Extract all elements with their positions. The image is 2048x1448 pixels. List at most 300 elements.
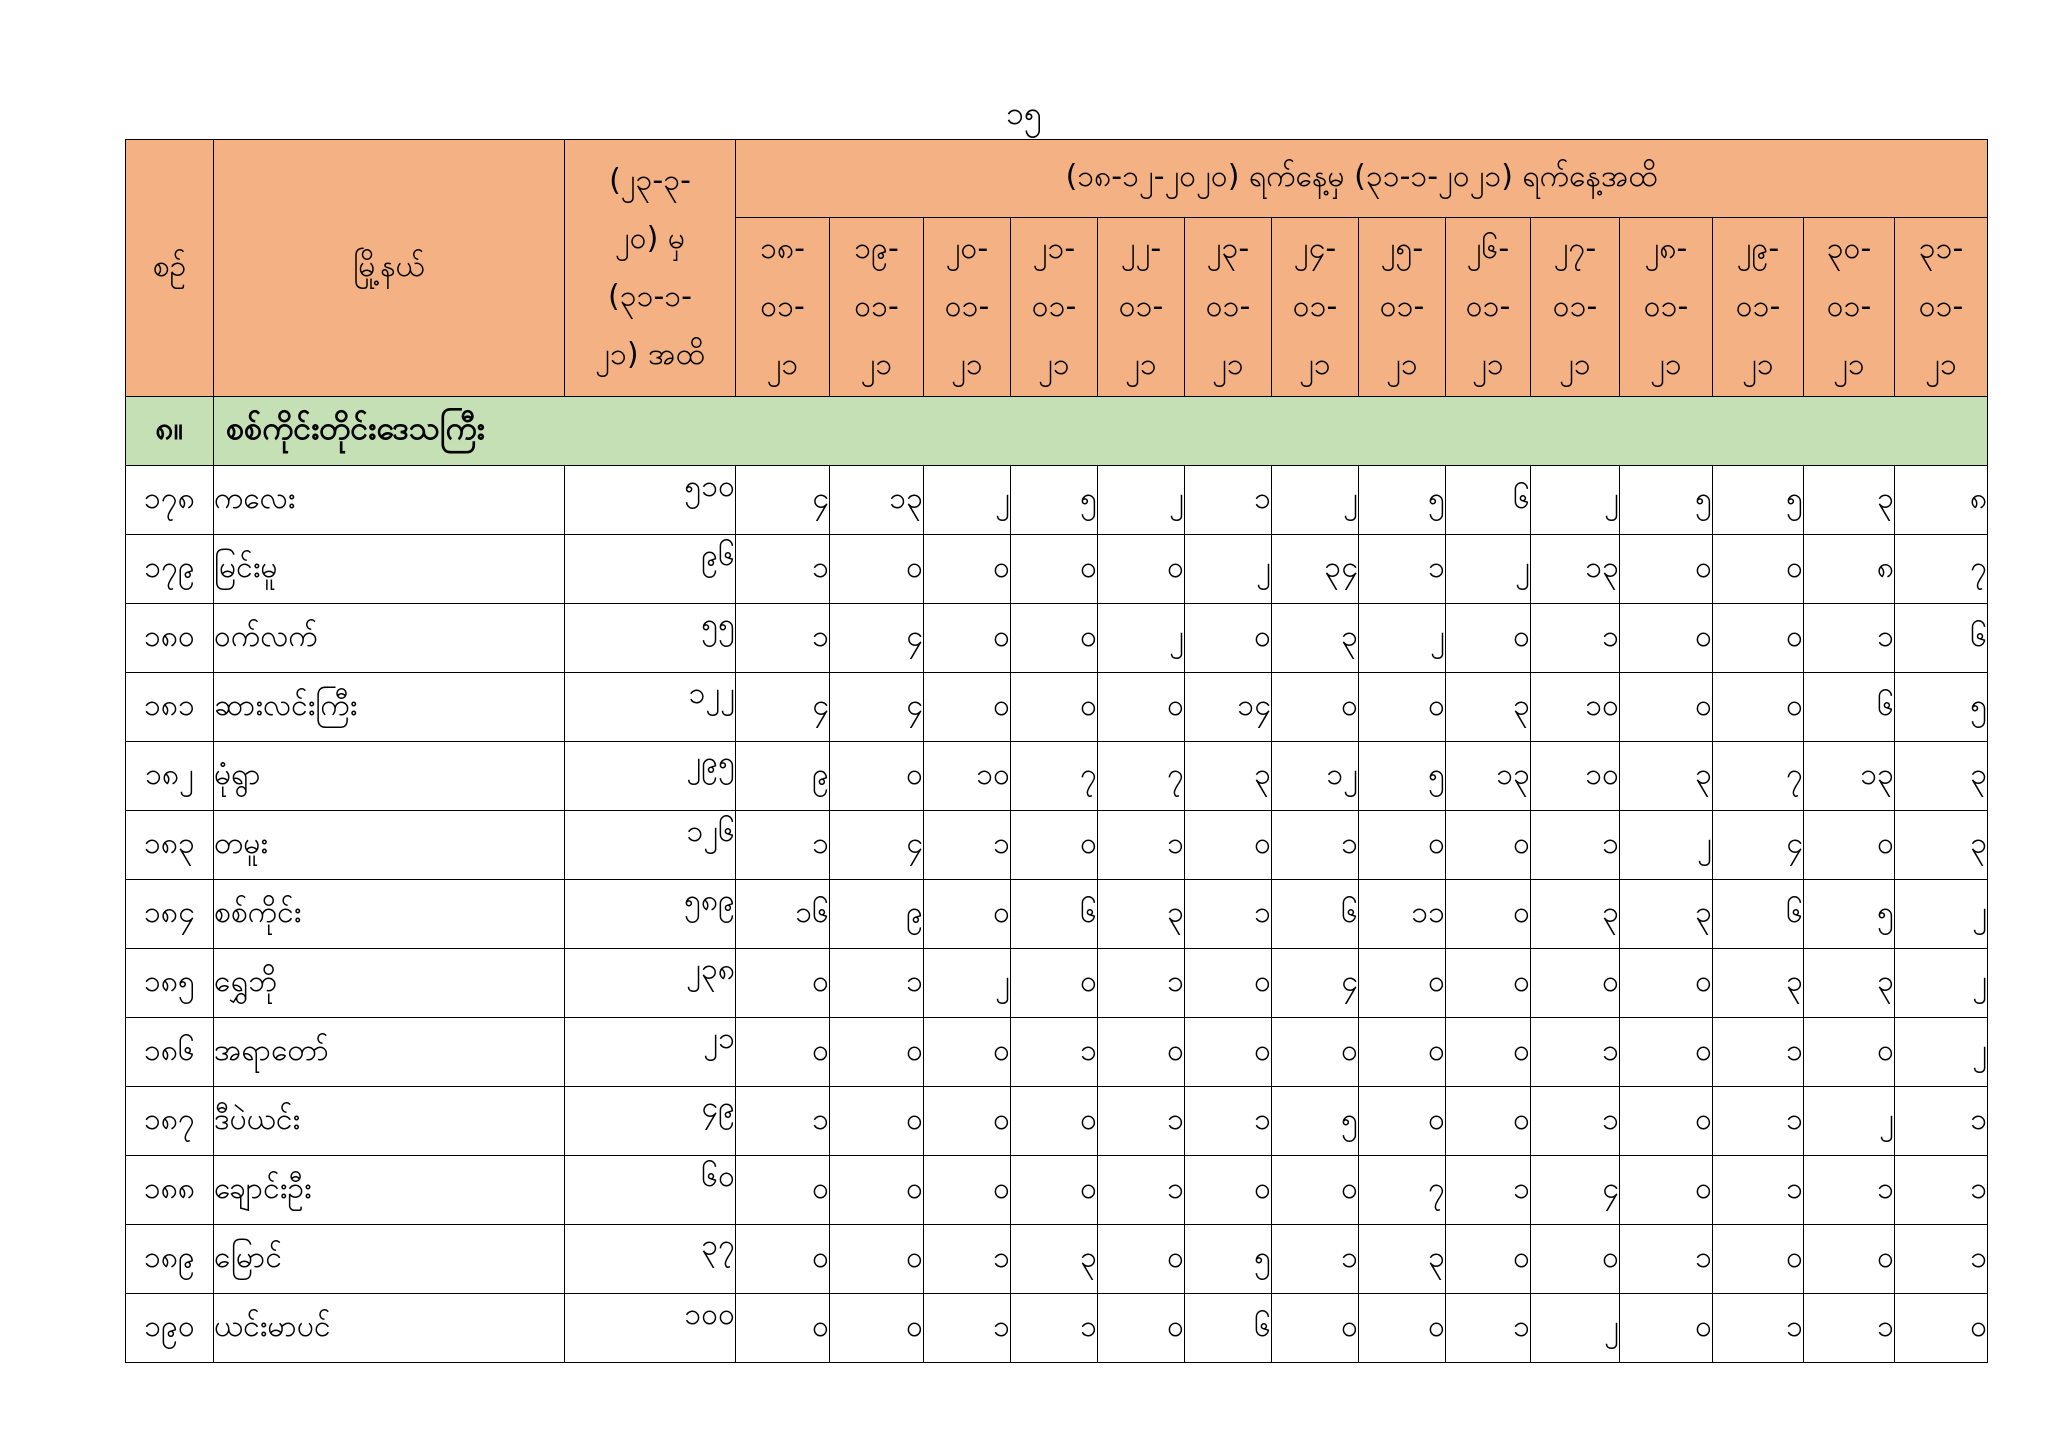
- total-cases: ၁၂၂: [565, 673, 736, 742]
- header-date-line: ၂၁: [951, 347, 983, 382]
- total-cases: ၁၂၆: [565, 811, 736, 880]
- row-number: ၁၈၆: [126, 1018, 214, 1087]
- daily-cases: ၁: [1895, 1225, 1988, 1294]
- daily-cases: ၅: [1185, 1225, 1272, 1294]
- daily-cases: ၁: [1185, 1087, 1272, 1156]
- daily-cases: ၅: [1359, 742, 1446, 811]
- daily-cases: ၁: [1713, 1018, 1804, 1087]
- daily-cases: ၀: [1011, 1087, 1098, 1156]
- daily-cases: ၄: [736, 466, 830, 535]
- total-cases: ၃၇: [565, 1225, 736, 1294]
- header-period: (၁၈-၁၂-၂၀၂၀) ရက်နေ့မှ (၃၁-၁-၂၀၂၁) ရက်နေ့အထိ: [736, 140, 1988, 218]
- daily-cases: ၁: [1098, 1156, 1185, 1225]
- daily-cases: ၂: [1895, 1018, 1988, 1087]
- daily-cases: ၆: [1272, 880, 1359, 949]
- daily-cases: ၆: [1713, 880, 1804, 949]
- daily-cases: ၂: [1446, 535, 1531, 604]
- header-date: [1446, 218, 1531, 397]
- daily-cases: ၁: [736, 535, 830, 604]
- daily-cases: ၁၁: [1359, 880, 1446, 949]
- table-row: [126, 880, 1988, 949]
- header-date: [736, 218, 830, 397]
- daily-cases: ၁၄: [1185, 673, 1272, 742]
- daily-cases: ၀: [736, 1225, 830, 1294]
- daily-cases: ၁: [1804, 1294, 1895, 1363]
- daily-cases: ၅: [1272, 1087, 1359, 1156]
- region-number: ၈။: [126, 397, 214, 466]
- township-name: မုံရွာ: [214, 742, 565, 811]
- header-date-line: ၂၁-: [1032, 231, 1076, 266]
- township-name: ဝက်လက်: [214, 604, 565, 673]
- total-cases: ၅၈၉: [565, 880, 736, 949]
- daily-cases: ၀: [1620, 949, 1713, 1018]
- daily-cases: ၂: [1804, 1087, 1895, 1156]
- township-name: မြောင်: [214, 1225, 565, 1294]
- header-total: [565, 140, 736, 397]
- daily-cases: ၅: [1620, 466, 1713, 535]
- daily-cases: ၀: [1620, 1156, 1713, 1225]
- header-date-line: ၂၁: [1212, 347, 1244, 382]
- daily-cases: ၁: [736, 811, 830, 880]
- township-name: ကလေး: [214, 466, 565, 535]
- header-date-line: ၂၈-: [1644, 231, 1688, 266]
- daily-cases: ၆: [1895, 604, 1988, 673]
- daily-cases: ၁: [1531, 811, 1620, 880]
- daily-cases: ၀: [736, 1294, 830, 1363]
- table-row: [126, 811, 1988, 880]
- region-name: စစ်ကိုင်းတိုင်းဒေသကြီး: [214, 397, 1988, 466]
- township-name: ရွှေဘို: [214, 949, 565, 1018]
- header-date: [830, 218, 924, 397]
- daily-cases: ၀: [1713, 1225, 1804, 1294]
- daily-cases: ၁၃: [1531, 535, 1620, 604]
- total-cases: ၉၆: [565, 535, 736, 604]
- row-number: ၁၇၈: [126, 466, 214, 535]
- daily-cases: ၇: [1098, 742, 1185, 811]
- header-date: [1620, 218, 1713, 397]
- row-number: ၁၈၃: [126, 811, 214, 880]
- daily-cases: ၀: [736, 1156, 830, 1225]
- header-date-line: ၂၁: [1038, 347, 1070, 382]
- daily-cases: ၁: [1895, 1156, 1988, 1225]
- daily-cases: ၃: [1011, 1225, 1098, 1294]
- daily-cases: ၀: [1620, 535, 1713, 604]
- header-date-line: ၀၁-: [1643, 289, 1689, 324]
- daily-cases: ၀: [1446, 811, 1531, 880]
- daily-cases: ၀: [1531, 949, 1620, 1018]
- header-date-line: ၁၈-: [760, 231, 805, 266]
- total-cases: ၂၁: [565, 1018, 736, 1087]
- daily-cases: ၀: [1185, 1156, 1272, 1225]
- header-date: [924, 218, 1011, 397]
- daily-cases: ၃: [1895, 742, 1988, 811]
- daily-cases: ၃: [1895, 811, 1988, 880]
- total-cases: ၅၅: [565, 604, 736, 673]
- daily-cases: ၄: [830, 604, 924, 673]
- daily-cases: ၀: [1620, 604, 1713, 673]
- row-number: ၁၇၉: [126, 535, 214, 604]
- total-cases: ၂၃၈: [565, 949, 736, 1018]
- daily-cases: ၂: [1895, 949, 1988, 1018]
- daily-cases: ၄: [1713, 811, 1804, 880]
- daily-cases: ၁၃: [1804, 742, 1895, 811]
- daily-cases: ၁၃: [1446, 742, 1531, 811]
- daily-cases: ၀: [1185, 949, 1272, 1018]
- daily-cases: ၀: [830, 535, 924, 604]
- header-date: [1359, 218, 1446, 397]
- township-name: တမူး: [214, 811, 565, 880]
- daily-cases: ၁: [924, 1225, 1011, 1294]
- daily-cases: ၁: [736, 604, 830, 673]
- total-cases: ၅၁၀: [565, 466, 736, 535]
- header-date-line: ၂၁: [1472, 347, 1504, 382]
- header-date-line: ၀၁-: [1465, 289, 1511, 324]
- daily-cases: ၁၆: [736, 880, 830, 949]
- daily-cases: ၁: [1713, 1294, 1804, 1363]
- daily-cases: ၀: [1446, 1087, 1531, 1156]
- daily-cases: ၃: [1098, 880, 1185, 949]
- daily-cases: ၃၄: [1272, 535, 1359, 604]
- daily-cases: ၅: [1895, 673, 1988, 742]
- daily-cases: ၀: [830, 1225, 924, 1294]
- daily-cases: ၁: [1359, 535, 1446, 604]
- daily-cases: ၀: [830, 1156, 924, 1225]
- daily-cases: ၆: [1011, 880, 1098, 949]
- header-date-line: ၀၁-: [1918, 289, 1964, 324]
- daily-cases: ၀: [1895, 1294, 1988, 1363]
- covid-cases-table: [125, 139, 1988, 1363]
- header-date: [1713, 218, 1804, 397]
- township-name: မြင်းမူ: [214, 535, 565, 604]
- daily-cases: ၀: [1011, 535, 1098, 604]
- daily-cases: ၀: [1272, 1156, 1359, 1225]
- daily-cases: ၀: [1011, 1156, 1098, 1225]
- header-no: စဥ်: [126, 140, 214, 397]
- daily-cases: ၀: [736, 1018, 830, 1087]
- header-date-line: ၀၁-: [1735, 289, 1781, 324]
- daily-cases: ၂: [1098, 604, 1185, 673]
- township-name: ဆားလင်းကြီး: [214, 673, 565, 742]
- daily-cases: ၁: [1272, 811, 1359, 880]
- daily-cases: ၀: [924, 604, 1011, 673]
- table-row: [126, 1018, 1988, 1087]
- daily-cases: ၁၃: [830, 466, 924, 535]
- daily-cases: ၃: [1272, 604, 1359, 673]
- daily-cases: ၉: [736, 742, 830, 811]
- header-total-line: ၂၁) အထိ: [595, 337, 705, 372]
- row-number: ၁၈၁: [126, 673, 214, 742]
- daily-cases: ၂: [1359, 604, 1446, 673]
- daily-cases: ၀: [830, 1018, 924, 1087]
- row-number: ၁၈၀: [126, 604, 214, 673]
- daily-cases: ၅: [1011, 466, 1098, 535]
- daily-cases: ၁၀: [924, 742, 1011, 811]
- header-township: မြို့နယ်: [214, 140, 565, 397]
- daily-cases: ၅: [1713, 466, 1804, 535]
- daily-cases: ၀: [1011, 949, 1098, 1018]
- daily-cases: ၀: [736, 949, 830, 1018]
- daily-cases: ၃: [1185, 742, 1272, 811]
- daily-cases: ၀: [830, 1087, 924, 1156]
- daily-cases: ၀: [1272, 1294, 1359, 1363]
- daily-cases: ၇: [1713, 742, 1804, 811]
- row-number: ၁၈၂: [126, 742, 214, 811]
- daily-cases: ၀: [1011, 673, 1098, 742]
- daily-cases: ၀: [1098, 1018, 1185, 1087]
- header-date: [1804, 218, 1895, 397]
- daily-cases: ၂: [924, 949, 1011, 1018]
- header-date: [1011, 218, 1098, 397]
- header-date-line: ၂၁: [1125, 347, 1157, 382]
- header-date-line: ၀၁-: [1552, 289, 1598, 324]
- region-row: [126, 397, 1988, 466]
- table-row: [126, 742, 1988, 811]
- daily-cases: ၀: [924, 1087, 1011, 1156]
- header-date-line: ၀၁-: [1118, 289, 1164, 324]
- header-date: [1272, 218, 1359, 397]
- table-row: [126, 604, 1988, 673]
- row-number: ၁၈၅: [126, 949, 214, 1018]
- daily-cases: ၅: [1359, 466, 1446, 535]
- daily-cases: ၀: [1713, 673, 1804, 742]
- daily-cases: ၃: [1531, 880, 1620, 949]
- daily-cases: ၉: [830, 880, 924, 949]
- daily-cases: ၀: [1098, 1294, 1185, 1363]
- header-date: [1185, 218, 1272, 397]
- daily-cases: ၁: [1713, 1087, 1804, 1156]
- daily-cases: ၄: [830, 673, 924, 742]
- daily-cases: ၈: [1804, 535, 1895, 604]
- daily-cases: ၁: [924, 1294, 1011, 1363]
- daily-cases: ၀: [1011, 604, 1098, 673]
- daily-cases: ၆: [1804, 673, 1895, 742]
- daily-cases: ၂: [1620, 811, 1713, 880]
- daily-cases: ၁: [1185, 880, 1272, 949]
- daily-cases: ၂: [1185, 535, 1272, 604]
- daily-cases: ၁: [1531, 1018, 1620, 1087]
- daily-cases: ၂: [1531, 1294, 1620, 1363]
- township-name: အရာတော်: [214, 1018, 565, 1087]
- header-date: [1531, 218, 1620, 397]
- daily-cases: ၂: [1895, 880, 1988, 949]
- header-date-line: ၂၀-: [945, 231, 989, 266]
- header-date: [1895, 218, 1988, 397]
- daily-cases: ၃: [1713, 949, 1804, 1018]
- total-cases: ၁၀၀: [565, 1294, 736, 1363]
- daily-cases: ၁: [1011, 1018, 1098, 1087]
- daily-cases: ၄: [1531, 1156, 1620, 1225]
- daily-cases: ၀: [1359, 1087, 1446, 1156]
- header-date: [1098, 218, 1185, 397]
- daily-cases: ၅: [1804, 880, 1895, 949]
- header-date-line: ၀၁-: [1205, 289, 1251, 324]
- header-date-line: ၂၇-: [1553, 231, 1597, 266]
- township-name: စစ်ကိုင်း: [214, 880, 565, 949]
- table-header: [126, 140, 1988, 397]
- header-date-line: ၀၁-: [944, 289, 990, 324]
- daily-cases: ၁: [1185, 466, 1272, 535]
- header-date-line: ၀၁-: [1379, 289, 1425, 324]
- daily-cases: ၁: [1895, 1087, 1988, 1156]
- daily-cases: ၁: [924, 811, 1011, 880]
- daily-cases: ၀: [924, 535, 1011, 604]
- header-date-line: ၂၉-: [1736, 231, 1780, 266]
- daily-cases: ၀: [1804, 1225, 1895, 1294]
- header-date-line: ၁၉-: [854, 231, 899, 266]
- daily-cases: ၀: [1359, 673, 1446, 742]
- township-name: ချောင်းဦး: [214, 1156, 565, 1225]
- daily-cases: ၁: [1098, 811, 1185, 880]
- daily-cases: ၁: [736, 1087, 830, 1156]
- daily-cases: ၀: [1272, 673, 1359, 742]
- daily-cases: ၀: [830, 742, 924, 811]
- daily-cases: ၀: [1446, 880, 1531, 949]
- row-number: ၁၈၈: [126, 1156, 214, 1225]
- header-date-line: ၀၁-: [1031, 289, 1077, 324]
- daily-cases: ၃: [1446, 673, 1531, 742]
- header-date-line: ၂၁: [1386, 347, 1418, 382]
- daily-cases: ၁: [1804, 1156, 1895, 1225]
- header-total-line: ၂၀) မှ: [615, 221, 685, 256]
- page-number: ၁၅: [1006, 94, 1042, 132]
- daily-cases: ၀: [1620, 1294, 1713, 1363]
- header-date-line: ၀၁-: [854, 289, 899, 324]
- daily-cases: ၀: [1272, 1018, 1359, 1087]
- header-date-line: ၂၁: [1742, 347, 1774, 382]
- daily-cases: ၀: [1185, 1018, 1272, 1087]
- daily-cases: ၁: [1098, 1087, 1185, 1156]
- daily-cases: ၀: [1185, 811, 1272, 880]
- township-name: ယင်းမာပင်: [214, 1294, 565, 1363]
- row-number: ၁၈၄: [126, 880, 214, 949]
- daily-cases: ၁၀: [1531, 673, 1620, 742]
- daily-cases: ၀: [1713, 535, 1804, 604]
- daily-cases: ၁: [1804, 604, 1895, 673]
- table-row: [126, 1156, 1988, 1225]
- table-row: [126, 1294, 1988, 1363]
- daily-cases: ၀: [1011, 811, 1098, 880]
- daily-cases: ၀: [1804, 811, 1895, 880]
- daily-cases: ၀: [1098, 673, 1185, 742]
- daily-cases: ၂: [1272, 466, 1359, 535]
- daily-cases: ၀: [924, 1156, 1011, 1225]
- daily-cases: ၆: [1446, 466, 1531, 535]
- daily-cases: ၀: [924, 1018, 1011, 1087]
- header-date-line: ၂၁: [766, 347, 799, 382]
- daily-cases: ၁: [1272, 1225, 1359, 1294]
- daily-cases: ၀: [1185, 604, 1272, 673]
- daily-cases: ၀: [924, 673, 1011, 742]
- table-row: [126, 466, 1988, 535]
- header-date-line: ၂၁: [1925, 347, 1957, 382]
- daily-cases: ၃: [1620, 880, 1713, 949]
- header-date-line: ၂၆-: [1466, 231, 1510, 266]
- daily-cases: ၂: [924, 466, 1011, 535]
- daily-cases: ၇: [1895, 535, 1988, 604]
- header-date-line: ၂၃-: [1206, 231, 1250, 266]
- daily-cases: ၀: [1359, 949, 1446, 1018]
- daily-cases: ၁: [1011, 1294, 1098, 1363]
- daily-cases: ၄: [1272, 949, 1359, 1018]
- daily-cases: ၁: [1620, 1225, 1713, 1294]
- header-date-line: ၃၀-: [1826, 231, 1872, 266]
- header-total-line: (၃၁-၁-: [608, 279, 692, 314]
- daily-cases: ၄: [736, 673, 830, 742]
- daily-cases: ၀: [924, 880, 1011, 949]
- header-date-line: ၂၄-: [1293, 231, 1337, 266]
- daily-cases: ၀: [1446, 1225, 1531, 1294]
- daily-cases: ၇: [1011, 742, 1098, 811]
- daily-cases: ၃: [1804, 466, 1895, 535]
- header-date-line: ၃၁-: [1918, 231, 1964, 266]
- daily-cases: ၁: [1098, 949, 1185, 1018]
- daily-cases: ၂: [1531, 466, 1620, 535]
- header-date-line: ၂၁: [1833, 347, 1865, 382]
- daily-cases: ၂: [1098, 466, 1185, 535]
- header-total-line: (၂၃-၃-: [609, 163, 691, 198]
- daily-cases: ၀: [830, 1294, 924, 1363]
- total-cases: ၂၉၅: [565, 742, 736, 811]
- table-row: [126, 949, 1988, 1018]
- daily-cases: ၈: [1895, 466, 1988, 535]
- row-number: ၁၈၉: [126, 1225, 214, 1294]
- daily-cases: ၃: [1804, 949, 1895, 1018]
- daily-cases: ၁၂: [1272, 742, 1359, 811]
- daily-cases: ၀: [1713, 604, 1804, 673]
- daily-cases: ၁: [1446, 1156, 1531, 1225]
- header-date-line: ၂၅-: [1380, 231, 1424, 266]
- daily-cases: ၀: [1359, 1294, 1446, 1363]
- table-row: [126, 1087, 1988, 1156]
- header-date-line: ၀၁-: [1292, 289, 1338, 324]
- total-cases: ၄၉: [565, 1087, 736, 1156]
- table-row: [126, 535, 1988, 604]
- total-cases: ၆၀: [565, 1156, 736, 1225]
- header-date-line: ၂၁: [860, 347, 893, 382]
- daily-cases: ၁၀: [1531, 742, 1620, 811]
- header-date-line: ၀၁-: [1826, 289, 1872, 324]
- daily-cases: ၁: [1531, 604, 1620, 673]
- daily-cases: ၇: [1359, 1156, 1446, 1225]
- header-date-line: ၂၁: [1559, 347, 1591, 382]
- row-number: ၁၉၀: [126, 1294, 214, 1363]
- daily-cases: ၄: [830, 811, 924, 880]
- daily-cases: ၁: [830, 949, 924, 1018]
- daily-cases: ၀: [1531, 1225, 1620, 1294]
- daily-cases: ၀: [1446, 949, 1531, 1018]
- daily-cases: ၀: [1446, 1018, 1531, 1087]
- daily-cases: ၀: [1359, 1018, 1446, 1087]
- header-date-line: ၀၁-: [760, 289, 805, 324]
- daily-cases: ၀: [1098, 535, 1185, 604]
- header-date-line: ၂၂-: [1120, 231, 1162, 266]
- daily-cases: ၀: [1804, 1018, 1895, 1087]
- table-row: [126, 673, 1988, 742]
- daily-cases: ၀: [1446, 604, 1531, 673]
- row-number: ၁၈၇: [126, 1087, 214, 1156]
- daily-cases: ၃: [1620, 742, 1713, 811]
- header-date-line: ၂၁: [1650, 347, 1682, 382]
- daily-cases: ၀: [1620, 1018, 1713, 1087]
- table-row: [126, 1225, 1988, 1294]
- daily-cases: ၁: [1531, 1087, 1620, 1156]
- daily-cases: ၀: [1620, 1087, 1713, 1156]
- daily-cases: ၀: [1359, 811, 1446, 880]
- daily-cases: ၁: [1713, 1156, 1804, 1225]
- header-date-line: ၂၁: [1299, 347, 1331, 382]
- daily-cases: ၆: [1185, 1294, 1272, 1363]
- daily-cases: ၀: [1098, 1225, 1185, 1294]
